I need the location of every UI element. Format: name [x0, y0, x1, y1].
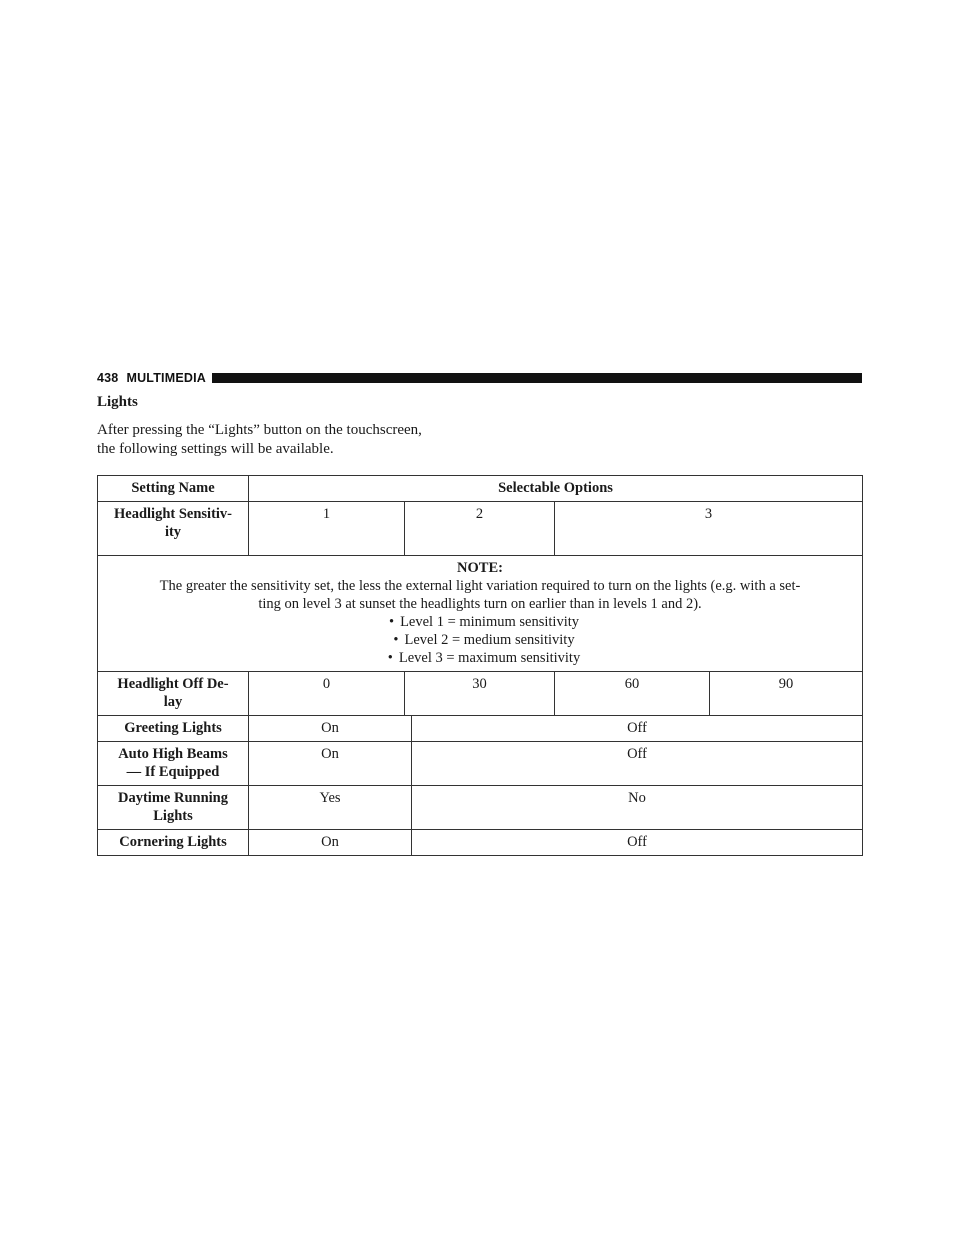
setting-name: Headlight Off De- lay — [98, 672, 249, 716]
option-value: On — [249, 716, 412, 742]
setting-name: Headlight Sensitiv- ity — [98, 502, 249, 556]
page-header — [97, 370, 862, 386]
note-bullet-list — [104, 613, 856, 667]
option-value: No — [412, 786, 863, 830]
option-value: On — [249, 742, 412, 786]
bullet-icon: • — [388, 614, 395, 630]
note-cell — [98, 556, 863, 672]
setting-name: Auto High Beams — If Equipped — [98, 742, 249, 786]
list-item: • Level 1 = minimum sensitivity — [388, 614, 580, 630]
col-header-setting-name: Setting Name — [98, 476, 249, 502]
setting-name: Daytime Running Lights — [98, 786, 249, 830]
table-header-row — [98, 476, 863, 502]
bullet-icon: • — [387, 650, 393, 666]
table-row-headlight-sensitivity — [98, 502, 863, 556]
note-label: NOTE: — [457, 560, 503, 576]
option-value: 30 — [405, 672, 555, 716]
option-value: 0 — [249, 672, 405, 716]
option-value: Off — [412, 830, 863, 856]
header-rule — [212, 373, 862, 383]
list-item: • Level 3 = maximum sensitivity — [387, 650, 581, 666]
option-value: Off — [412, 742, 863, 786]
option-value: 2 — [405, 502, 555, 556]
note-text: The greater the sensitivity set, the less the external light variation required to turn on the lights (e.g. with a set- ting on level 3 at sunset the headlights turn on earlier than in levels 1 and 2). — [159, 578, 801, 612]
table-row-auto-high-beams — [98, 742, 863, 786]
option-value: Off — [412, 716, 863, 742]
col-header-selectable-options: Selectable Options — [249, 476, 863, 502]
option-value: 1 — [249, 502, 405, 556]
intro-line: the following settings will be available. — [97, 441, 334, 457]
intro-paragraph — [97, 421, 497, 459]
option-value: 90 — [710, 672, 863, 716]
section-title: MULTIMEDIA — [126, 371, 207, 385]
list-item: • Level 2 = medium sensitivity — [393, 632, 575, 648]
table-row-note — [98, 556, 863, 672]
setting-name: Greeting Lights — [98, 716, 249, 742]
bullet-icon: • — [393, 632, 399, 648]
page-number: 438 — [97, 371, 119, 385]
section-heading: Lights — [97, 394, 138, 410]
option-value: Yes — [249, 786, 412, 830]
table-row-headlight-off-delay — [98, 672, 863, 716]
settings-table — [97, 475, 863, 856]
table-row-daytime-running-lights — [98, 786, 863, 830]
table-row-greeting-lights — [98, 716, 863, 742]
option-value: 3 — [555, 502, 863, 556]
setting-name: Cornering Lights — [98, 830, 249, 856]
intro-line: After pressing the “Lights” button on the touchscreen, — [97, 422, 422, 438]
option-value: On — [249, 830, 412, 856]
table-row-cornering-lights — [98, 830, 863, 856]
option-value: 60 — [555, 672, 710, 716]
